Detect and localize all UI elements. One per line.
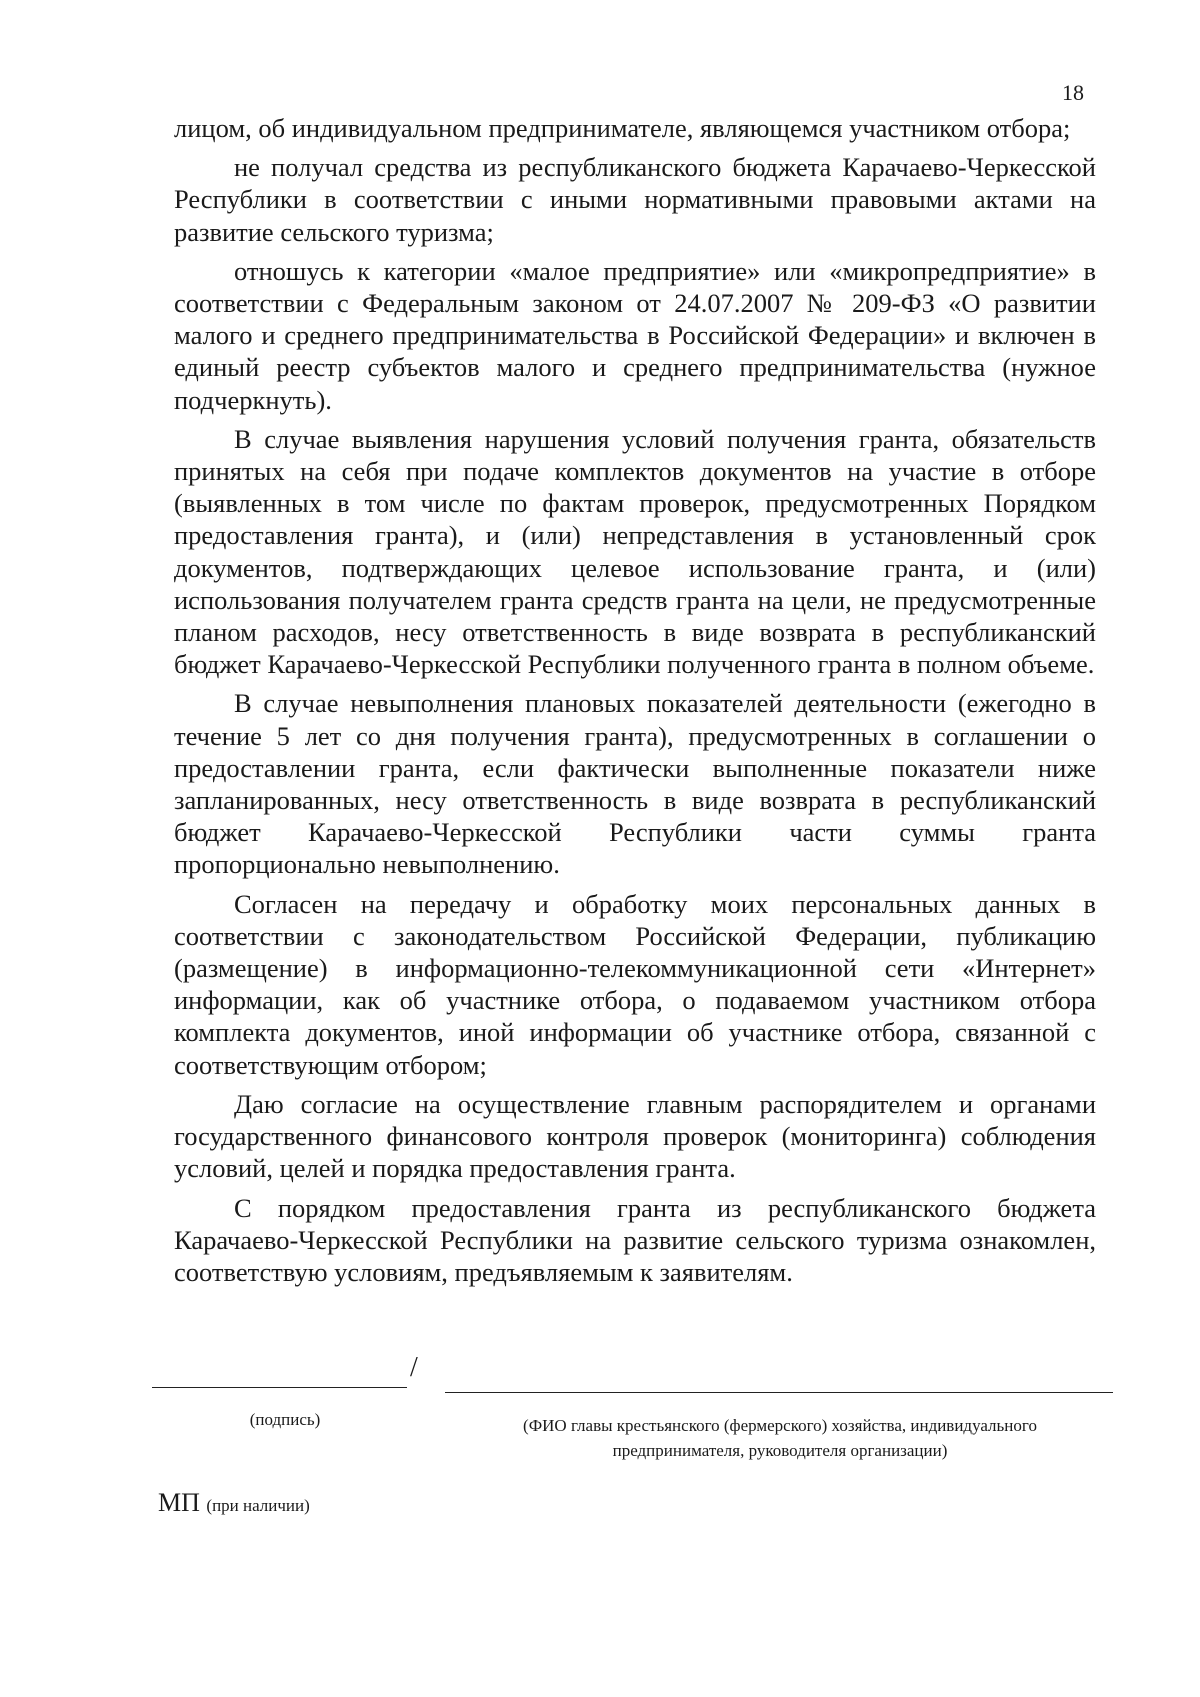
page-number: 18 <box>1062 80 1084 105</box>
paragraph-procedure-acknowledged: С порядком предоставления гранта из республиканского бюджета Карачаево-Черкесской Республики на развитие сельского туризма ознакомлен, соответствую условиям, предъявляемым к заявителям. <box>174 1192 1096 1287</box>
signature-line <box>152 1387 407 1388</box>
full-name-caption <box>455 1413 1105 1463</box>
signature-caption: (подпись) <box>249 1410 321 1429</box>
full-name-caption-line-1: (ФИО главы крестьянского (фермерского) хозяйства, индивидуального <box>523 1416 1037 1435</box>
paragraph-violation-liability: В случае выявления нарушения условий получения гранта, обязательств принятых на себя при подаче комплектов документов на участие в отборе (выявленных в том числе по фактам проверок, предусмотренных Порядком предоставления гранта), и (или) непредставления в установленный срок документов, подтверждающих целевое использование гранта, и (или) использования получателем гранта средств гранта на цели, не предусмотренные планом расходов, несу ответственность в виде возврата в республиканский бюджет Карачаево-Черкесской Республики полученного гранта в полном объеме. <box>174 423 1096 680</box>
document-body <box>174 112 1096 1295</box>
full-name-caption-line-2: предпринимателя, руководителя организации) <box>612 1441 948 1460</box>
stamp-place <box>158 1488 310 1518</box>
paragraph-enterprise-category: отношусь к категории «малое предприятие» или «микропредприятие» в соответствии с Федеральным законом от 24.07.2007 № 209-ФЗ «О развитии малого и среднего предпринимательства в Российской Федерации» и включен в единый реестр субъектов малого и среднего предпринимательства (нужное подчеркнуть). <box>174 255 1096 415</box>
paragraph-participant-info: лицом, об индивидуальном предпринимателе, являющемся участником отбора; <box>174 113 1071 143</box>
paragraph-indicators-liability: В случае невыполнения плановых показателей деятельности (ежегодно в течение 5 лет со дня получения гранта), предусмотренных в соглашении о предоставлении гранта, если фактически выполненные показатели ниже запланированных, несу ответственность в виде возврата в республиканский бюджет Карачаево-Черкесской Республики части суммы гранта пропорционально невыполнению. <box>174 688 1096 880</box>
paragraph-inspection-consent: Даю согласие на осуществление главным распорядителем и органами государственного финансового контроля проверок (мониторинга) соблюдения условий, целей и порядка предоставления гранта. <box>174 1088 1096 1184</box>
stamp-label: МП <box>158 1488 200 1517</box>
paragraph-no-other-funds: не получал средства из республиканского бюджета Карачаево-Черкесской Республики в соответствии с иными нормативными правовыми актами на развитие сельского туризма; <box>174 152 1096 247</box>
paragraph-personal-data-consent: Согласен на передачу и обработку моих персональных данных в соответствии с законодательством Российской Федерации, публикацию (размещение) в информационно-телекоммуникационной сети «Интернет» информации, как об участнике отбора, о подаваемом участником отбора комплекта документов, иной информации об участнике отбора, связанной с соответствующим отбором; <box>174 888 1096 1080</box>
stamp-note: (при наличии) <box>206 1496 310 1515</box>
full-name-line <box>445 1392 1113 1393</box>
signature-separator: / <box>410 1352 418 1383</box>
